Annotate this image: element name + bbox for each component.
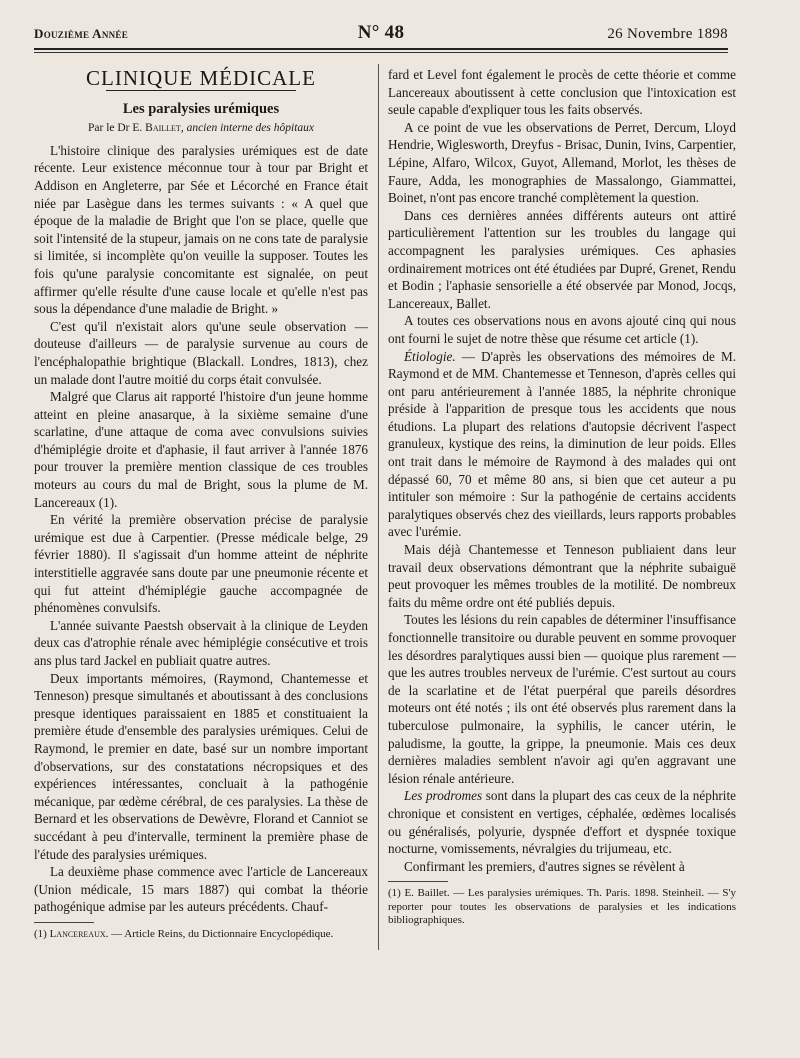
paragraph: Dans ces dernières années différents auteurs ont attiré particulièrement l'attention sur les troubles du langage qui accompagnent les paralysies urémiques. Ces aphasies ordinairement motrices ont été étudiées par Dupré, Grenet, Rendu et Bodin ; l'aphasie sensorielle a été observée par Monod, Jocqs, Lancereaux, Ballet. xyxy=(388,207,736,311)
left-column xyxy=(34,66,368,941)
issue-date: 26 Novembre 1898 xyxy=(607,26,728,42)
paragraph: La deuxième phase commence avec l'article de Lancereaux (Union médicale, 15 mars 1887) qui combat la théorie pathogénique admise par les auteurs précédents. Chauf- xyxy=(34,864,368,915)
prodromes-paragraph xyxy=(388,787,736,857)
etiology-label: Étiologie. xyxy=(404,348,456,364)
paragraph: L'année suivante Paestsh observait à la clinique de Leyden deux cas d'atrophie rénale avec hémiplégie consécutive et trois ans plus tard Jackel en publiait quatre autres. xyxy=(34,617,368,668)
column-divider xyxy=(378,64,379,950)
right-column xyxy=(388,66,736,928)
article-byline xyxy=(34,120,368,138)
paragraph: C'est qu'il n'existait alors qu'une seule observation — douteuse d'ailleurs — de paralysie survenue au cours de l'encéphalopathie brightique (Blackall. Londres, 1813), chez un malade dont l'autre moitié du corps était convulsée. xyxy=(34,318,368,387)
footnote xyxy=(34,928,368,942)
issue-number: N° 48 xyxy=(357,22,405,43)
paragraph: Toutes les lésions du rein capables de déterminer l'insuffisance fonctionnelle transitoire ou durable peuvent en somme provoquer les désordres paralytiques aussi bien — quoique plus rarement — que les autres troubles nerveux de l'urémie. C'est surtout au cours de la scarlatine et de l'état puerpéral que pareils désordres moteurs ont été notés ; ils ont été observés plus rarement dans la tuberculose pulmonaire, la syphilis, le cancer utérin, le paludisme, la goutte, la grippe, la pneumonie. Mais ces deux dernières maladies semblent n'avoir agi qu'en aggravant une lésion rénale antérieure. xyxy=(388,612,736,786)
issue-year: Douzième Année xyxy=(34,26,129,41)
byline-role: ancien interne des hôpitaux xyxy=(186,122,315,135)
footnote-rule xyxy=(388,881,448,882)
paragraph: A toutes ces observations nous en avons ajouté cinq qui nous ont fourni le sujet de notre thèse que résume cet article (1). xyxy=(388,313,736,346)
etiology-paragraph xyxy=(388,348,736,542)
byline-prefix: Par le Dr E. xyxy=(87,122,143,135)
paragraph: Mais déjà Chantemesse et Tenneson publiaient dans leur travail deux observations démontrant que la néphrite subaiguë peut provoquer les mêmes troubles de la motilité. De nombreux faits du même ordre ont été publiés depuis. xyxy=(388,542,736,610)
paragraph: En vérité la première observation précise de paralysie urémique est due à Carpentier. (Presse médicale belge, 29 février 1880). Il s'agissait d'un homme atteint de néphrite interstitielle aggravée sans doute par une pneumonie récente et qui fut atteint d'hémiplégie gauche accompagnée de phénomènes convulsifs. xyxy=(34,512,368,616)
article-title: Les paralysies urémiques xyxy=(122,100,280,117)
etiology-text: — D'après les observations des mémoires de M. Raymond et de MM. Chantemesse et Tenneson, d'après celles qui ont paru antérieurement à l'année 1885, la néphrite chronique préside à l'apparition de presque tous les accidents que nous étudions. La plupart des relations d'autopsie décrivent l'aspect granuleux, kystique des reins, la diminution de leur poids. Elles ont trait dans le mémoire de Raymond à des malades qui ont dépassé 60, 70 et même 80 ans, si bien que cet auteur a pu intituler son mémoire : Sur la pathogénie de certains accidents paralytiques observés chez des vieillards, leurs rapports probables avec l'urémie. xyxy=(388,348,736,540)
paragraph: Deux importants mémoires, (Raymond, Chantemesse et Tenneson) presque simultanés et aboutissant à des conclusions presque identiques paraissaient en 1885 et constituaient la première étude d'ensemble des paralysies urémiques. Celui de Raymond, le premier en date, basé sur un nombre important d'observations, sur des constatations nécropsiques et des expériences intéressantes, concluait à la pathogénie mécanique, par œdème cérébral, de ces paralysies. La thèse de Bernard et les observations de Dewèvre, Florand et Canniot se succédant à peu d'intervalle, terminent la première phase de l'étude des paralysies urémiques. xyxy=(34,670,368,862)
section-title: CLINIQUE MÉDICALE xyxy=(86,66,316,90)
byline-author: Baillet, xyxy=(145,122,184,135)
header-rule xyxy=(34,48,728,50)
page-header xyxy=(34,24,728,46)
paragraph: L'histoire clinique des paralysies urémiques est de date récente. Leur existence méconnue tour à tour par Bright et Addison en Angleterre, par Sée et Lécorché en France était niée par Lasègue dans les termes suivants : « A quel que époque de la maladie de Bright que l'on se place, quelle que soit l'intensité de la stupeur, jamais on ne cons tate de paralysie si limitée, si incomplète qu'on veuille la supposer. Toutes les fois qu'une paralysie concomitante est signalée, on peut affirmer qu'elle résulte d'une cause locale et qu'elle n'est pas sous la dépendance d'une maladie de Bright. » xyxy=(34,142,368,317)
header-rule-thin xyxy=(34,52,728,53)
paragraph: Confirmant les premiers, d'autres signes se révèlent à xyxy=(404,858,685,874)
paragraph: A ce point de vue les observations de Perret, Dercum, Lloyd Hendrie, Wiglesworth, Dreyfus - Brisac, Dunin, Ivins, Carpentier, Lépine, Alfaro, Wilcox, Guyot, Allemand, Morlot, les thèses de Faure, Adda, les monographies de Massalongo, Giammattei, Boinet, n'ont pas encore tranché complètement la question. xyxy=(388,119,736,206)
paragraph: Malgré que Clarus ait rapporté l'histoire d'un jeune homme atteint en pleine anasarque, à la sixième semaine d'une scarlatine, d'une attaque de coma avec convulsions suivies d'hémiplégie droite et d'aphasie, il faut arriver à l'année 1876 pour trouver la première mention classique de ces troubles moteurs au cours du mal de Bright, sous la plume de M. Lancereaux (1). xyxy=(34,389,368,510)
prodromes-text: sont dans la plupart des cas ceux de la néphrite chronique et consistent en vertiges, céphalée, œdèmes localisés ou généralisés, polyurie, dyspnée d'effort et dyspnée toxique nocturne, vomissements, névralgies du trijumeau, etc. xyxy=(388,788,736,857)
footnote: (1) E. Baillet. — Les paralysies urémiques. Th. Paris. 1898. Steinheil. — S'y reporter pour toutes les observations de paralysies et les indications bibliographiques. xyxy=(388,887,736,927)
paragraph: fard et Level font également le procès de cette théorie et comme Lancereaux aboutissent à cette conclusion que l'intoxication est seule capable d'expliquer tous les faits observés. xyxy=(388,67,736,118)
footnote-rule xyxy=(34,922,94,923)
footnote-text: — Article Reins, du Dictionnaire Encyclopédique. xyxy=(111,927,334,940)
prodromes-label: Les prodromes xyxy=(404,788,483,804)
footnote-author: (1) Lancereaux. xyxy=(34,927,109,940)
